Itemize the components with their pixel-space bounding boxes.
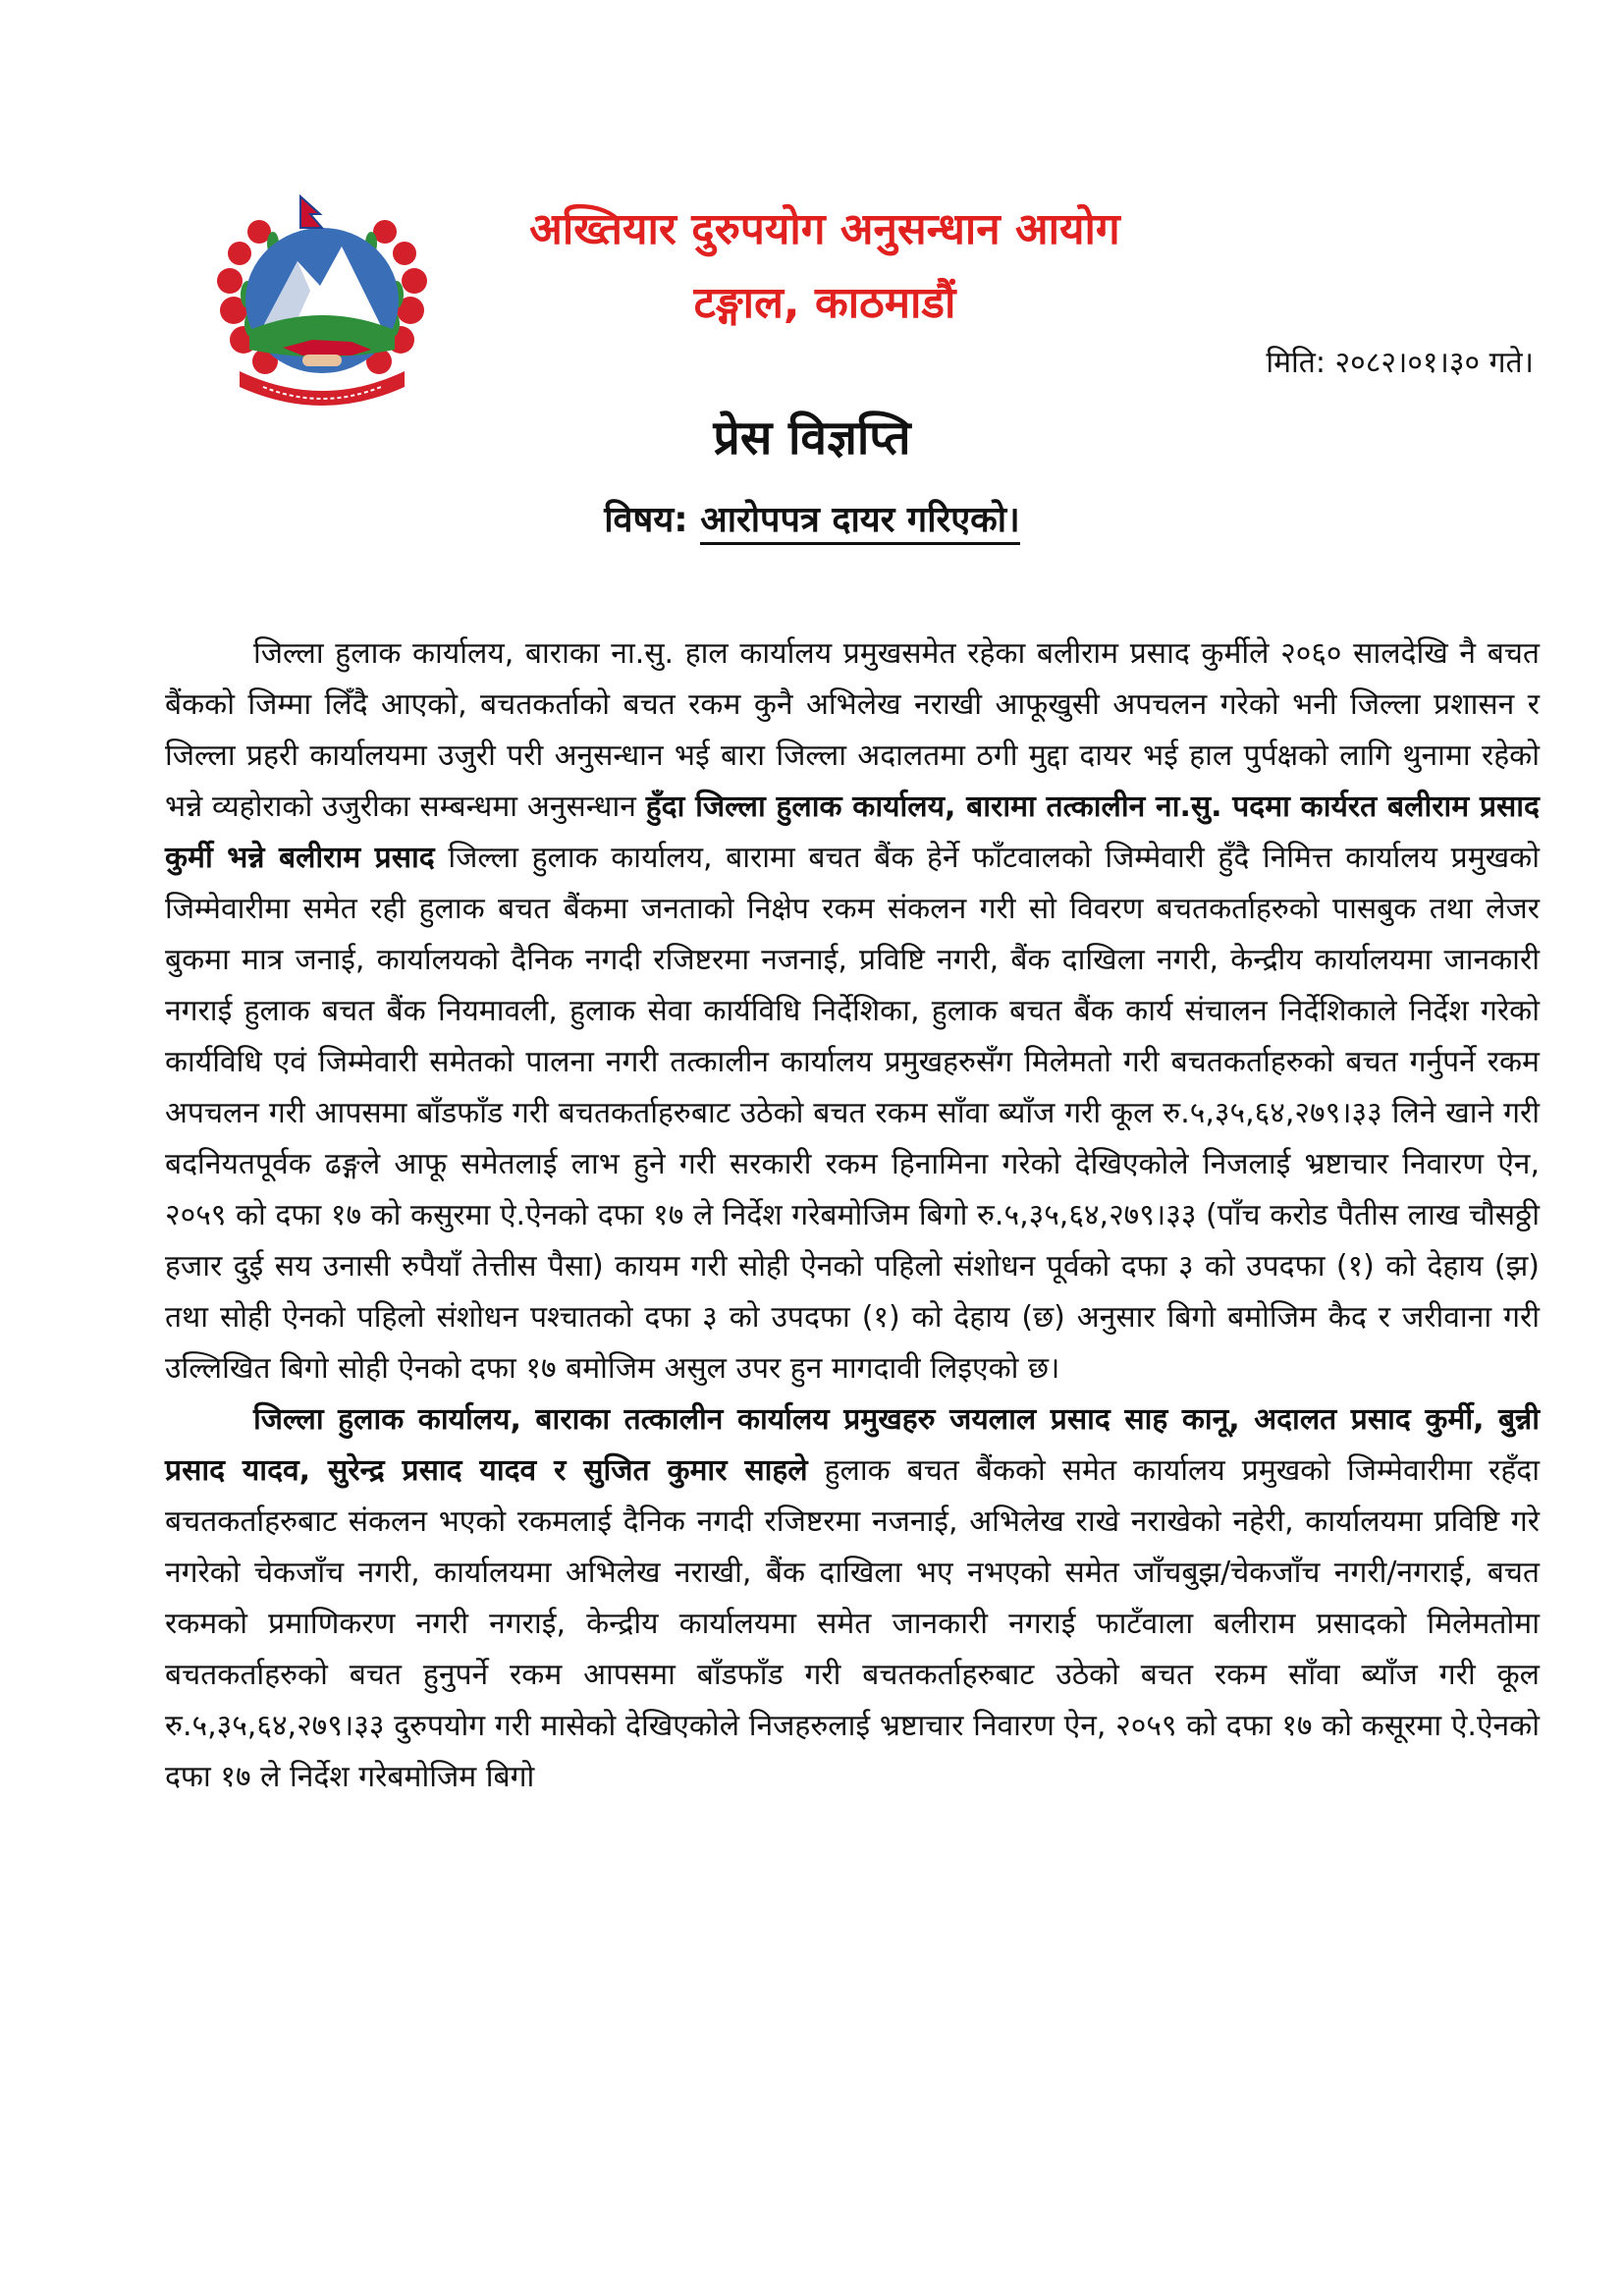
paragraph-1-text-b: जिल्ला हुलाक कार्यालय, बारामा बचत बैंक हेर्ने फाँटवालको जिम्मेवारी हुँदै निमित्त कार्यालय प्रमुखको जिम्मेवारीमा समेत रही हुलाक बचत बैंकमा जनताको निक्षेप रकम संकलन गरी सो विवरण बचतकर्ताहरुको पासबुक तथा लेजर बुकमा मात्र जनाई, कार्यालयको दैनिक नगदी रजिष्टरमा नजनाई, प्रविष्टि नगरी, बैंक दाखिला नगरी, केन्द्रीय कार्यालयमा जानकारी नगराई हुलाक बचत बैंक नियमावली, हुलाक सेवा कार्यविधि निर्देशिका, हुलाक बचत बैंक कार्य संचालन निर्देशिकाले निर्देश गरेको कार्यविधि एवं जिम्मेवारी समेतको पालना नगरी तत्कालीन कार्यालय प्रमुखहरुसँग मिलेमतो गरी बचतकर्ताहरुको बचत गर्नुपर्ने रकम अपचलन गरी आपसमा बाँडफाँड गरी बचतकर्ताहरुबाट उठेको बचत रकम साँवा ब्याँज गरी कूल रु.५,३५,६४,२७९।३३ लिने खाने गरी बदनियतपूर्वक ढङ्गले आफू समेतलाई लाभ हुने गरी सरकारी रकम हिनामिना गरेको देखिएकोले निजलाई भ्रष्टाचार निवारण ऐन, २०५९ को दफा १७ को कसुरमा ऐ.ऐनको दफा १७ ले निर्देश गरेबमोजिम बिगो रु.५,३५,६४,२७९।३३ (पाँच करोड पैतीस लाख चौसठ्ठी हजार दुई सय उनासी रुपैयाँ तेत्तीस पैसा) कायम गरी सोही ऐनको पहिलो संशोधन पूर्वको दफा ३ को उपदफा (१) को देहाय (झ) तथा सोही ऐनको पहिलो संशोधन पश्चातको दफा ३ को उपदफा (१) को देहाय (छ) अनुसार बिगो बमोजिम कैद र जरीवाना गरी उल्लिखित बिगो सोही ऐनको दफा १७ बमोजिम असुल उपर हुन मागदावी लिइएको छ।	[165, 841, 1540, 1386]
organization-name: अख्तियार दुरुपयोग अनुसन्धान आयोग	[529, 204, 1120, 254]
subject-text: आरोपपत्र दायर गरिएको।	[700, 500, 1020, 545]
paragraph-2-bold: जिल्ला हुलाक कार्यालय, बाराका तत्कालीन कार्यालय प्रमुखहरु जयलाल प्रसाद साह कानू, अदालत प्रसाद कुर्मी, बुन्नी प्रसाद यादव, सुरेन्द्र प्रसाद यादव र सुजित कुमार साहले	[165, 1402, 1540, 1488]
paragraph-1-text-a: जिल्ला हुलाक कार्यालय, बाराका ना.सु. हाल कार्यालय प्रमुखसमेत रहेका बलीराम प्रसाद कुर्मीले २०६० सालदेखि नै बचत बैंकको जिम्मा लिँदै आएको, बचतकर्ताको बचत रकम कुनै अभिलेख नराखी आफूखुसी अपचलन गरेको भनी जिल्ला प्रशासन र जिल्ला प्रहरी कार्यालयमा उजुरी परी अनुसन्धान भई बारा जिल्ला अदालतमा ठगी मुद्दा दायर भई हाल पुर्पक्षको लागि थुनामा रहेको भन्ने व्यहोराको उजुरीका सम्बन्धमा अनुसन्धान	[165, 636, 1540, 824]
paragraph-2-text: हुलाक बचत बैंकको समेत कार्यालय प्रमुखको जिम्मेवारीमा रहँदा बचतकर्ताहरुबाट संकलन भएको रकमलाई दैनिक नगदी रजिष्टरमा नजनाई, अभिलेख राखे नराखेको नहेरी, कार्यालयमा प्रविष्टि गरे नगरेको चेकजाँच नगरी, कार्यालयमा अभिलेख नराखी, बैंक दाखिला भए नभएको समेत जाँचबुझ/चेकजाँच नगरी/नगराई, बचत रकमको प्रमाणिकरण नगरी नगराई, केन्द्रीय कार्यालयमा समेत जानकारी नगराई फाटँवाला बलीराम प्रसादको मिलेमतोमा बचतकर्ताहरुको बचत हुनुपर्ने रकम आपसमा बाँडफाँड गरी बचतकर्ताहरुबाट उठेको बचत रकम साँवा ब्याँज गरी कूल रु.५,३५,६४,२७९।३३ दुरुपयोग गरी मासेको देखिएकोले निजहरुलाई भ्रष्टाचार निवारण ऐन, २०५९ को दफा १७ को कसूरमा ऐ.ऐनको दफा १७ ले निर्देश गरेबमोजिम बिगो	[165, 1453, 1540, 1794]
paragraph-2	[165, 1394, 1540, 1803]
page-title: प्रेस विज्ञप्ति	[713, 410, 911, 465]
nepal-emblem-icon	[204, 192, 440, 409]
subject-line	[0, 496, 1624, 545]
date-line: मिति: २०८२।०१।३० गते।	[1266, 346, 1534, 380]
organization-location: टङ्गाल, काठमाडौं	[693, 278, 956, 328]
paragraph-1-bold: हुँदा जिल्ला हुलाक कार्यालय, बारामा तत्कालीन ना.सु. पदमा कार्यरत बलीराम प्रसाद कुर्मी भन्ने बलीराम प्रसाद	[165, 790, 1540, 875]
body-text	[165, 629, 1540, 1803]
subject-label: विषय:	[604, 500, 688, 540]
paragraph-1	[165, 629, 1540, 1394]
